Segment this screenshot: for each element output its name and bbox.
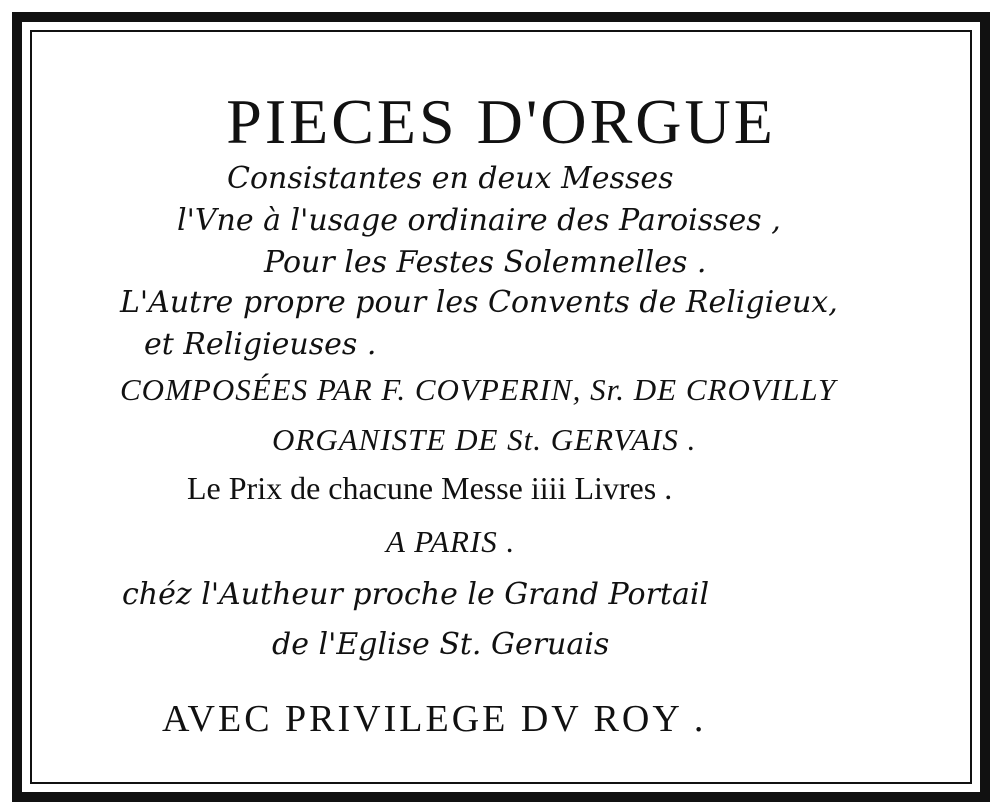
privilege-line: AVEC PRIVILEGE DV ROY . <box>162 698 707 740</box>
organist-line: ORGANISTE DE St. GERVAIS . <box>272 422 697 457</box>
page-title: PIECES D'ORGUE <box>226 86 776 157</box>
price-line: Le Prix de chacune Messe iiii Livres . <box>187 470 673 506</box>
address-line-2: de l'Eglise St. Geruais <box>272 627 610 662</box>
subtitle-line-5: et Religieuses . <box>144 327 377 362</box>
composer-line: COMPOSÉES PAR F. COVPERIN, Sr. DE CROVILLY <box>120 372 837 407</box>
title-page <box>32 32 970 782</box>
subtitle-line-1: Consistantes en deux Messes <box>227 161 674 196</box>
subtitle-line-3: Pour les Festes Solemnelles . <box>264 245 707 280</box>
inner-border <box>30 30 972 784</box>
city-line: A PARIS . <box>386 524 516 559</box>
address-line-1: chéz l'Autheur proche le Grand Portail <box>122 577 710 612</box>
outer-border <box>12 12 990 802</box>
subtitle-line-4: L'Autre propre pour les Convents de Religieux, <box>120 285 838 320</box>
subtitle-line-2: l'Vne à l'usage ordinaire des Paroisses , <box>177 203 781 238</box>
